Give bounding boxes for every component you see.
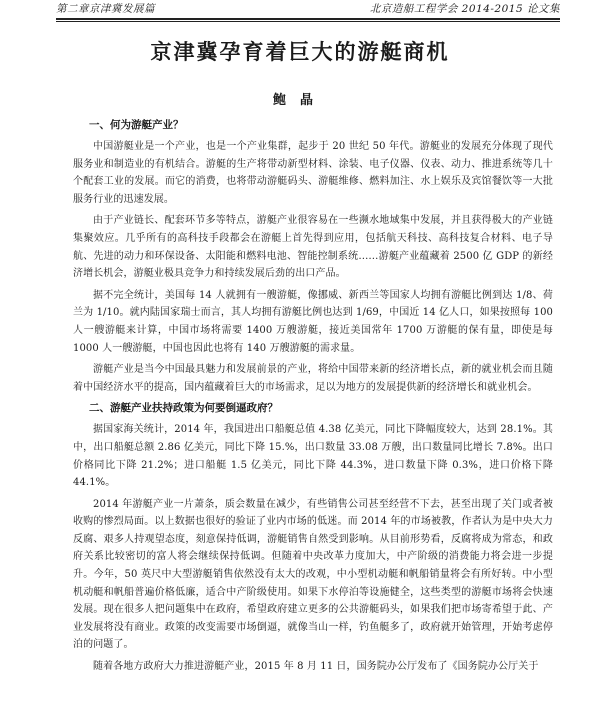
article-body [73,117,553,680]
paragraph: 由于产业链长、配套环节多等特点，游艇产业很容易在一些濒水地域集中发展，并且获得极大的产业链集聚效应。几乎所有的高科技手段都会在游艇上首先得到应用，包括航天科技、高科技复合材料、电子导航、先进的动力和环保设备、太阳能和燃料电池、智能控制系统……游艇产业蕴藏着 2500 亿 GDP 的新经济增长机会，游艇业极具竞争力和持续发展后劲的出口产品。 [73,215,553,280]
header-chapter: 第二章京津冀发展篇 [56,3,155,15]
section-heading: 二、游艇产业扶持政策为何要倒逼政府？ [89,402,278,415]
paragraph: 随着各地方政府大力推进游艇产业，2015 年 8 月 11 日，国务院办公厅发布了《国务院办公厅关于 [93,661,539,673]
article-title: 京津冀孕育着巨大的游艇商机 [150,39,450,64]
paragraph: 中国游艇业是一个产业，也是一个产业集群，起步于 20 世纪 50 年代。游艇业的发展充分体现了现代服务业和制造业的有机结合。游艇的生产将带动新型材料、涂装、电子仪器、仪表、动力、推进系统等几十个配套工业的发展。而它的消费，也将带动游艇码头、游艇维修、燃料加注、水上娱乐及宾馆餐饮等一大批服务行业的迅速发展。 [73,141,553,205]
paragraph: 2014 年游艇产业一片萧条，质会数量在减少，有些销售公司甚至经营不下去，甚至出现了关门或者被收购的惨烈局面。以上数据也很好的验证了业内市场的低迷。而 2014 年的市场被教，作者认为是中央大力反腐、艰多人持观望态度，刻意保持低调，游艇销售自然受到影响。从目前形势看，反腐将成为常态，和政府关系比较密切的富人将会继续保持低调。但随着中央改革力度加大，中产阶级的消费能力将会进一步提升。今年，50 英尺中大型游艇销售依然没有太大的改观，中小型机动艇和帆船销量将会有所好转。中小型机动艇和帆船普遍价格低廉，适合中产阶级使用。如果下水停泊等设施健全，这些类型的游艇市场将会快速发展。现在很多人把问题集中在政府，希望政府建立更多的公共游艇码头，如果我们把市场寄希望于此、产业发展将没有商业。政策的改变需要市场倒逼，就像当山一样，钓鱼艇多了，政府就开始管理，开始考虑停泊的问题了。 [73,498,553,651]
header-rule-thick [56,18,560,20]
article-author: 鲍晶 [272,93,327,108]
header-collection: 北京造船工程学会 2014-2015 论文集 [369,3,560,15]
paragraph: 据不完全统计，美国每 14 人就拥有一艘游艇，像挪威、新西兰等国家人均拥有游艇比例到达 1/8、荷兰为 1/10。就内陆国家瑞士而言，其人均拥有游艇比例也达到 1/69，中国近 14 亿人口，如果按照每 100 人一艘游艇来计算，中国市场将需要 1400 万艘游艇，接近美国常年 1700 万游艇的保有量，即使是每 1000 人一艘游艇，中国也因此也将有 140 万艘游艇的需求量。 [73,289,553,354]
paragraph: 据国家海关统计，2014 年，我国进出口船艇总值 4.38 亿美元，同比下降幅度较大，达到 28.1%。其中，出口船艇总额 2.86 亿美元，同比下降 15.%，出口数量 33.08 万艘，出口数量同比增长 7.8%。出口价格同比下降 21.2%；进口船艇 1.5 亿美元，同比下降 44.3%，进口数量下降 0.3%，进口价格下降 44.1%。 [73,424,553,489]
header-rule-thin [56,21,560,22]
paragraph: 游艇产业是当今中国最具魅力和发展前景的产业，将给中国带来新的经济增长点，新的就业机会而且随着中国经济水平的提高，国内蕴藏着巨大的市场需求，足以为地方的发展提供新的经济增长和就业机会。 [73,364,553,393]
running-header [56,2,560,16]
section-heading: 一、何为游艇产业？ [89,119,184,131]
